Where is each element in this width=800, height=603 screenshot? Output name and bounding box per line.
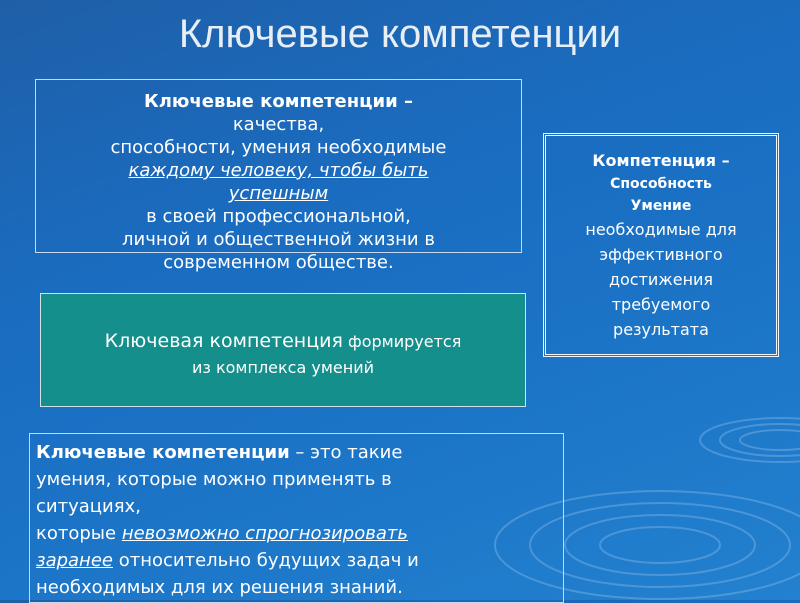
definition-line: современном обществе. — [163, 252, 394, 273]
definition-dash: – — [397, 91, 413, 112]
competence-term: Компетенция — [592, 151, 716, 170]
page-title: Ключевые компетенции — [178, 12, 622, 56]
definition-term: Ключевые компетенции — [144, 91, 398, 112]
keycomp-term: Ключевые компетенции — [36, 442, 290, 463]
competence-line: Способность — [610, 176, 712, 192]
keycomp-emphasis-line — [36, 547, 555, 574]
keycomp-emphasis: заранее — [36, 550, 113, 571]
definition-emphasis: успешным — [228, 183, 329, 204]
definition-first-line — [44, 90, 513, 113]
competence-line: достижения — [608, 270, 714, 289]
keycomp-after-term: – это такие — [289, 442, 403, 463]
competence-box — [543, 133, 779, 357]
competence-first-line — [552, 148, 770, 173]
definition-emphasis: каждому человеку, чтобы быть — [128, 160, 429, 181]
definition-line: в своей профессиональной, — [146, 206, 411, 227]
keycomp-line: умения, которые можно применять в — [36, 469, 392, 490]
keycomp-line-rest: относительно будущих задач и — [112, 550, 419, 571]
definition-line: качества, — [232, 114, 325, 135]
formed-term: Ключевая компетенция — [104, 330, 343, 352]
competence-line: требуемого — [611, 295, 711, 314]
definition-line: способности, умения необходимые — [110, 137, 447, 158]
competence-dash: – — [716, 151, 730, 170]
competence-line: Умение — [630, 198, 692, 214]
definition-box — [35, 79, 522, 273]
formed-line: из комплекса умений — [191, 358, 375, 377]
competence-line: результата — [613, 320, 709, 339]
keycomp-line: необходимых для их решения знаний. — [36, 577, 403, 598]
formed-box — [40, 293, 526, 407]
keycomp-first-line — [36, 439, 555, 466]
keycomp-emphasis-line — [36, 520, 555, 547]
keycomp-line: ситуациях, — [36, 496, 141, 517]
definition-line: личной и общественной жизни в — [122, 229, 435, 250]
competence-line: эффективного — [599, 245, 723, 264]
key-competencies-box — [29, 433, 564, 603]
formed-first-line — [47, 327, 519, 356]
formed-verb: формируется — [342, 332, 462, 351]
competence-line: необходимые для — [585, 220, 737, 239]
keycomp-emphasis: невозможно спрогнозировать — [121, 523, 408, 544]
keycomp-line-start: которые — [36, 523, 122, 544]
definition-emphasis-wrapper — [44, 182, 513, 205]
